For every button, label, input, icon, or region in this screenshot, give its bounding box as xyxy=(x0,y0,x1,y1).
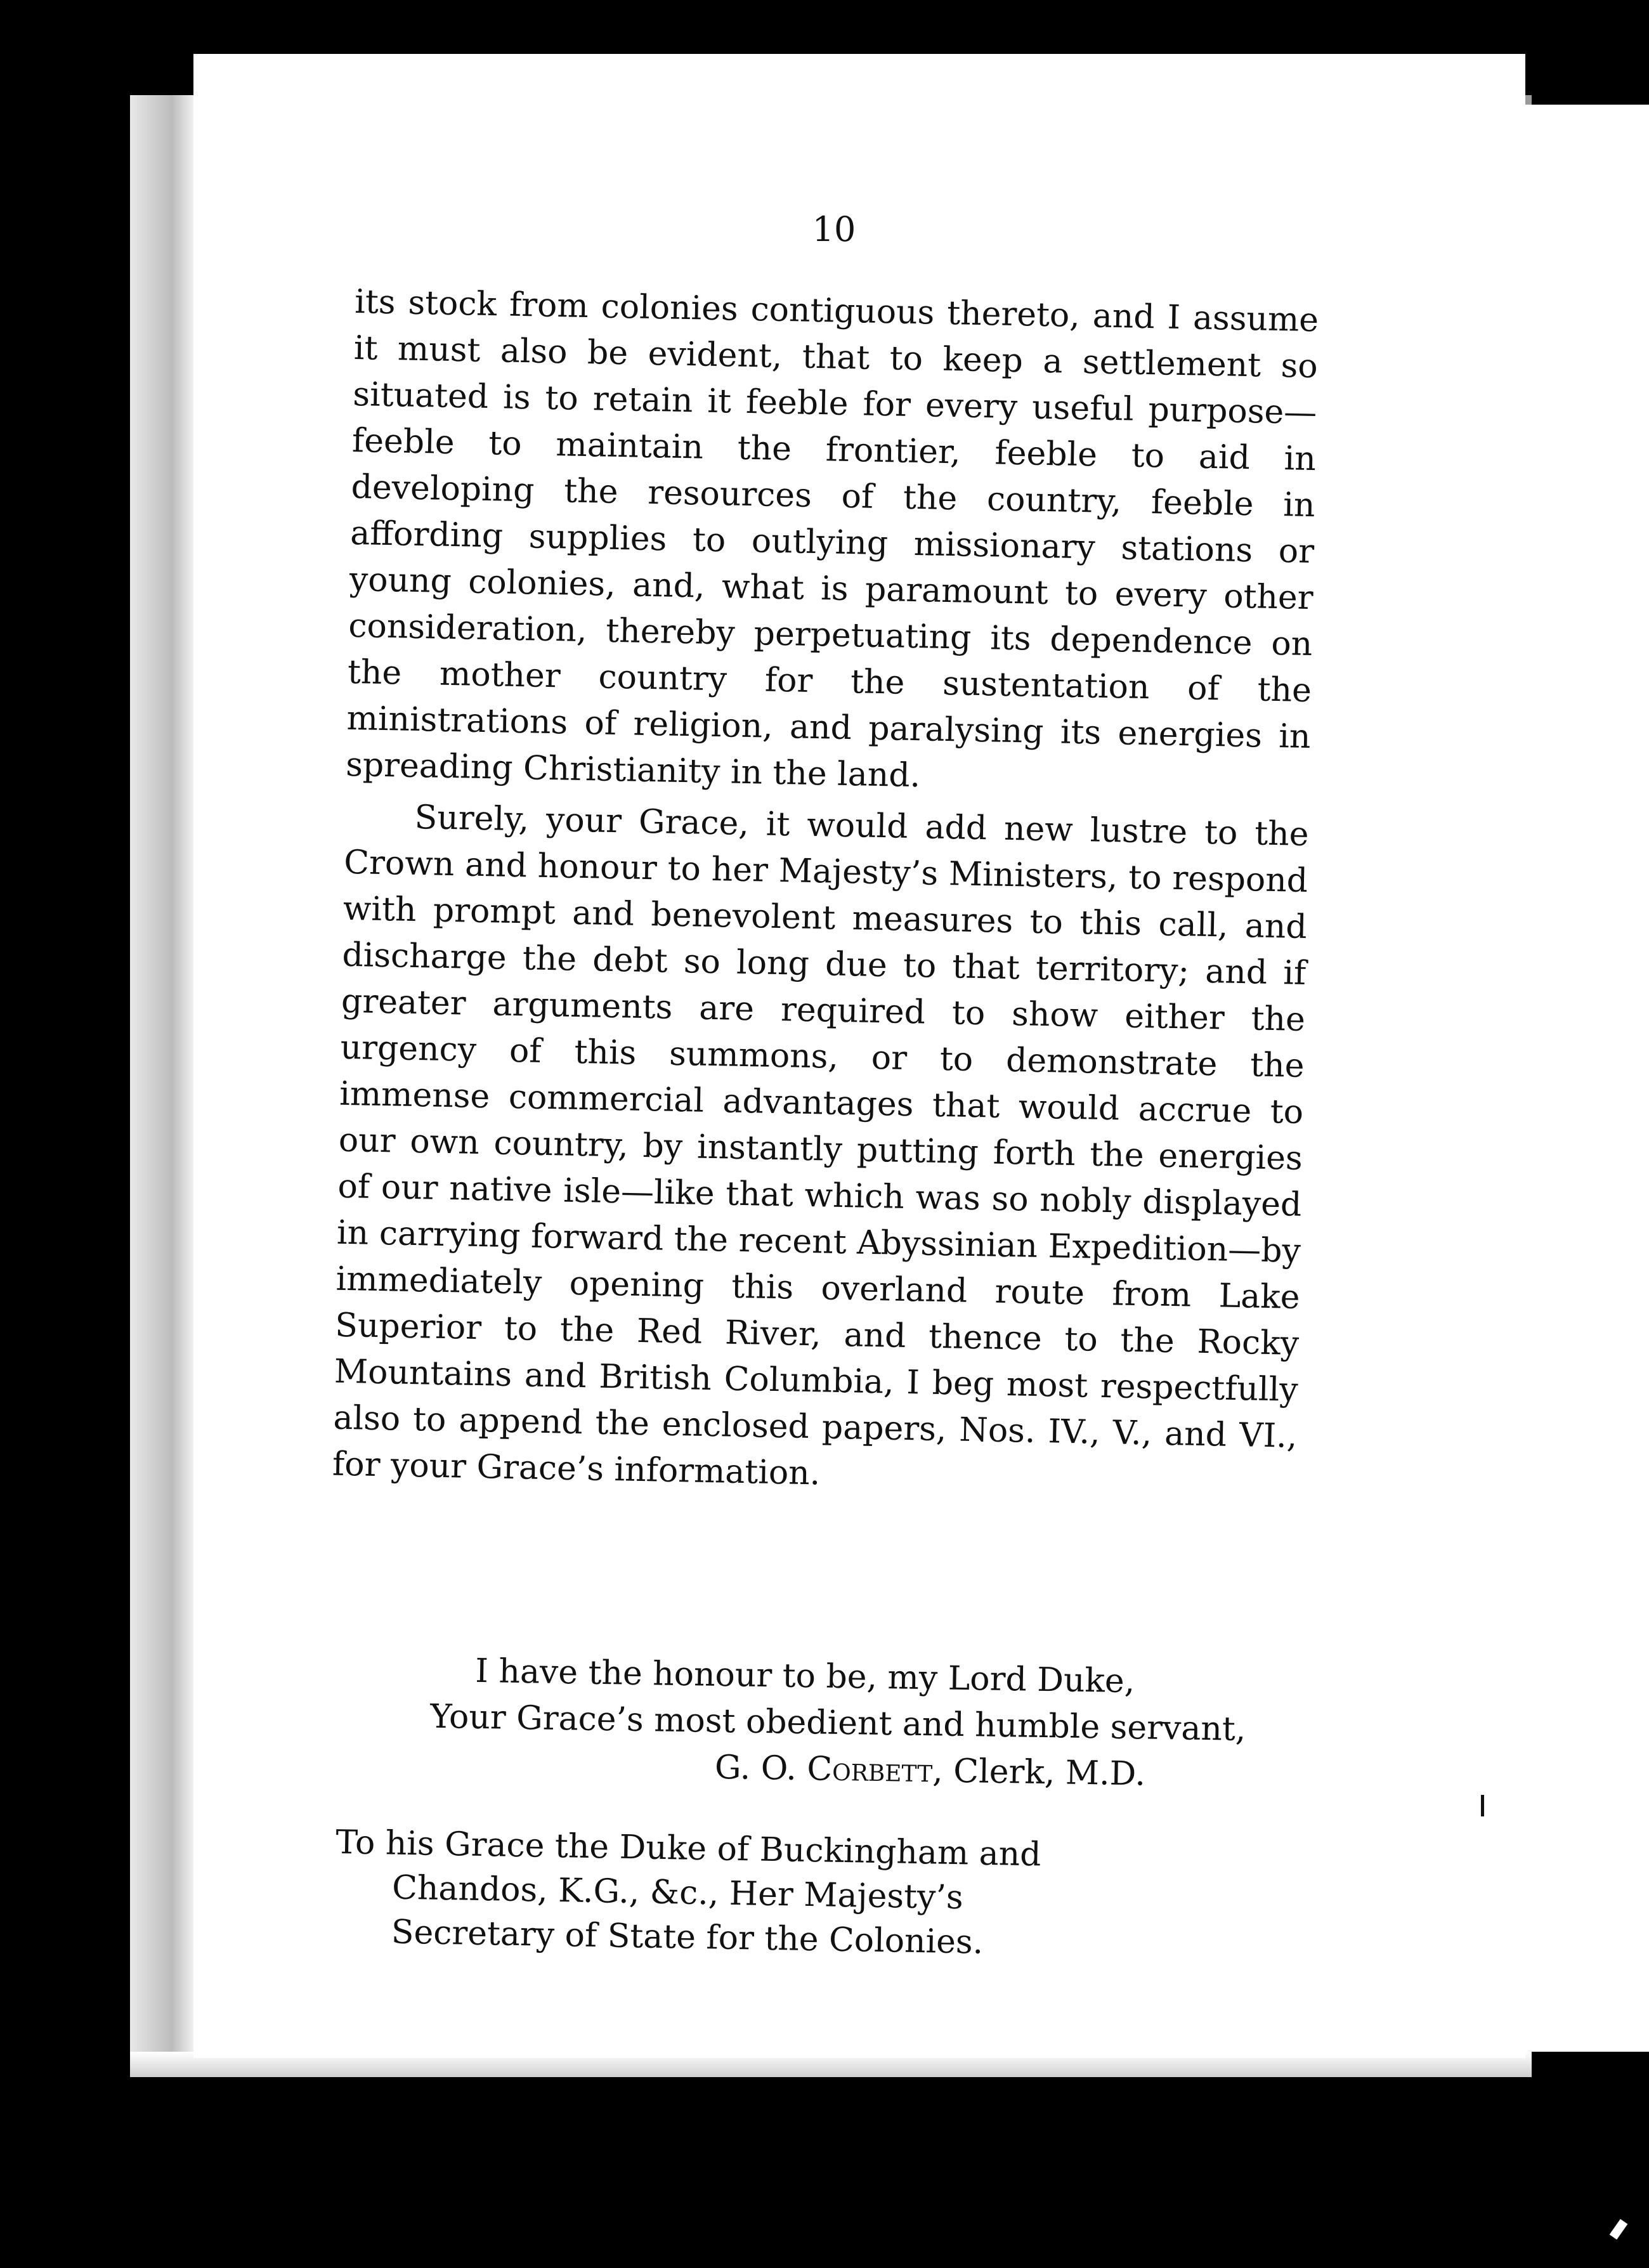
recipient-address xyxy=(334,1820,1160,1968)
facing-page xyxy=(1509,105,1649,2052)
page-number: 10 xyxy=(812,209,856,249)
body-text xyxy=(332,279,1319,1506)
scan-speck xyxy=(1610,2219,1628,2240)
address-line: To his Grace the Duke of Buckingham and xyxy=(335,1823,1042,1874)
signature-suffix: , Clerk, M.D. xyxy=(932,1752,1146,1794)
page-left-edge xyxy=(130,95,200,2074)
closing-salutation: I have the honour to be, my Lord Duke, xyxy=(474,1652,1135,1701)
address-line: Chandos, K.G., &c., Her Majesty’s xyxy=(391,1868,964,1917)
letter-closing xyxy=(315,1646,1332,1801)
address-line: Secretary of State for the Colonies. xyxy=(391,1913,984,1962)
signature-initials: G. O. xyxy=(714,1748,807,1789)
closing-valediction: Your Grace’s most obedient and humble servant, xyxy=(429,1697,1246,1749)
scan-speck-dark xyxy=(1481,1795,1484,1816)
signature-surname: Corbett xyxy=(806,1750,933,1790)
paragraph: its stock from colonies contiguous thereto, and I assume it must also be evident, that to keep a settlement so situated is to retain it feeble for every useful purpose—feeble to maintain the frontier, feeble to aid in developing the resources of the country, feeble in affording supplies to outlying missionary stations or young colonies, and, what is paramount to every other consideration, thereby perpetuating its dependence on the mother country for the sustentation of the ministrations of religion, and paralysing its energies in spreading Christianity in the land. xyxy=(345,282,1319,795)
paragraph: Surely, your Grace, it would add new lustre to the Crown and honour to her Majesty’s Ministers, to respond with prompt and benevolent measures to this call, and discharge the debt so long due to that territory; and if greater arguments are required to show either the urgency of this summons, or to demonstrate the immense commercial advantages that would accrue to our own country, by instantly putting forth the energies of our native isle—like that which was so nobly displayed in carrying forward the recent Abyssinian Expedition—by immediately opening this overland route from Lake Superior to the Red River, and thence to the Rocky Mountains and British Columbia, I beg most respectfully also to append the enclosed papers, Nos. IV., V., and VI., for your Grace’s information. xyxy=(332,798,1310,1493)
